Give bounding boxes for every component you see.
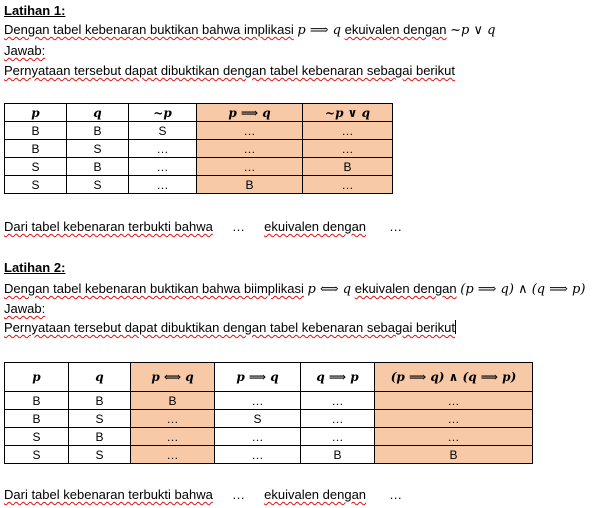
table-row <box>5 446 533 464</box>
table-row <box>5 410 533 428</box>
ex1-blank-2: … <box>389 219 403 234</box>
table-cell: S <box>215 410 301 428</box>
ex2-header-p-implies-q: p ⟹ q <box>215 363 301 392</box>
ex2-header-q: q <box>69 363 131 392</box>
ex1-question <box>4 22 495 39</box>
table-cell: B <box>67 122 129 140</box>
table-cell: B <box>5 410 69 428</box>
ex1-header-not-p: ~p <box>129 104 197 122</box>
table-cell: … <box>303 122 393 140</box>
table-cell: B <box>131 392 215 410</box>
ex1-header-disjunction: ~p ∨ q <box>303 104 393 122</box>
table-cell: B <box>5 122 67 140</box>
ex2-question <box>4 281 585 298</box>
ex1-heading: Latihan 1: <box>4 3 66 18</box>
table-cell: B <box>303 158 393 176</box>
table-cell: S <box>129 122 197 140</box>
ex1-expr-equivalent: ~p ∨ q <box>450 23 496 38</box>
table-cell: S <box>67 176 129 194</box>
table-cell: … <box>129 140 197 158</box>
text-cursor <box>455 320 456 334</box>
ex1-truth-table <box>4 103 393 194</box>
ex2-heading: Latihan 2: <box>4 260 66 275</box>
ex1-conclusion <box>4 219 422 235</box>
ex2-truth-table <box>4 362 533 464</box>
ex1-question-text: Dengan tabel kebenaran buktikan bahwa implikasi <box>4 22 294 37</box>
ex1-intro: Pernyataan tersebut dapat dibuktikan dengan tabel kebenaran sebagai berikut <box>4 63 455 78</box>
ex2-intro: Pernyataan tersebut dapat dibuktikan dengan tabel kebenaran sebagai berikut <box>4 320 455 335</box>
table-cell: B <box>301 446 375 464</box>
table-row <box>5 122 393 140</box>
ex2-header-biimplication: p ⟺ q <box>131 363 215 392</box>
ex1-header-implication: p ⟹ q <box>197 104 303 122</box>
table-cell: B <box>69 392 131 410</box>
ex2-question-text: Dengan tabel kebenaran buktikan bahwa biimplikasi <box>4 281 304 296</box>
table-row <box>5 176 393 194</box>
ex2-expr-equivalent: (p ⟹ q) ∧ (q ⟹ p) <box>460 282 586 297</box>
ex2-conclusion-mid: ekuivalen dengan <box>264 487 367 502</box>
table-cell: S <box>5 428 69 446</box>
ex1-expr-implication: p ⟹ q <box>297 23 341 38</box>
table-cell: … <box>215 446 301 464</box>
ex2-intro-line <box>4 320 456 336</box>
table-cell: … <box>215 428 301 446</box>
table-cell: … <box>129 176 197 194</box>
table-row <box>5 428 533 446</box>
table-cell: S <box>5 176 67 194</box>
table-cell: … <box>129 158 197 176</box>
table-cell: S <box>69 410 131 428</box>
table-cell: … <box>375 392 533 410</box>
ex2-jawab: Jawab: <box>4 301 46 316</box>
table-cell: B <box>69 428 131 446</box>
table-cell: … <box>301 392 375 410</box>
table-cell: … <box>131 428 215 446</box>
table-cell: … <box>303 140 393 158</box>
ex1-blank-1: … <box>231 219 245 234</box>
table-cell: B <box>67 158 129 176</box>
ex2-conclusion-text: Dari tabel kebenaran terbukti bahwa <box>4 487 213 502</box>
table-cell: S <box>69 446 131 464</box>
ex1-header-q: q <box>67 104 129 122</box>
table-cell: S <box>5 158 67 176</box>
table-cell: … <box>375 410 533 428</box>
ex2-blank-2: … <box>389 487 403 502</box>
ex1-header-row <box>5 104 393 122</box>
table-row <box>5 392 533 410</box>
table-cell: … <box>197 140 303 158</box>
ex2-header-q-implies-p: q ⟹ p <box>301 363 375 392</box>
ex1-header-p: p <box>5 104 67 122</box>
table-cell: B <box>5 140 67 158</box>
ex1-conclusion-text: Dari tabel kebenaran terbukti bahwa <box>4 219 213 234</box>
table-cell: … <box>131 410 215 428</box>
ex1-jawab: Jawab: <box>4 43 46 58</box>
table-cell: … <box>131 446 215 464</box>
table-cell: B <box>5 392 69 410</box>
ex2-question-mid: ekuivalen dengan <box>354 281 457 296</box>
ex2-header-conjunction: (p ⟹ q) ∧ (q ⟹ p) <box>375 363 533 392</box>
ex2-expr-biimplication: p ⟺ q <box>307 282 352 297</box>
table-cell: B <box>375 446 533 464</box>
ex2-header-row <box>5 363 533 392</box>
table-cell: … <box>301 428 375 446</box>
table-cell: S <box>67 140 129 158</box>
table-cell: … <box>303 176 393 194</box>
table-cell: B <box>197 176 303 194</box>
table-row <box>5 158 393 176</box>
table-cell: … <box>301 410 375 428</box>
table-row <box>5 140 393 158</box>
table-cell: S <box>5 446 69 464</box>
table-cell: … <box>197 158 303 176</box>
ex2-header-p: p <box>5 363 69 392</box>
table-cell: … <box>215 392 301 410</box>
table-cell: … <box>375 428 533 446</box>
ex2-blank-1: … <box>231 487 245 502</box>
ex1-conclusion-mid: ekuivalen dengan <box>264 219 367 234</box>
table-cell: … <box>197 122 303 140</box>
ex1-question-mid: ekuivalen dengan <box>344 22 447 37</box>
ex2-conclusion <box>4 487 422 503</box>
